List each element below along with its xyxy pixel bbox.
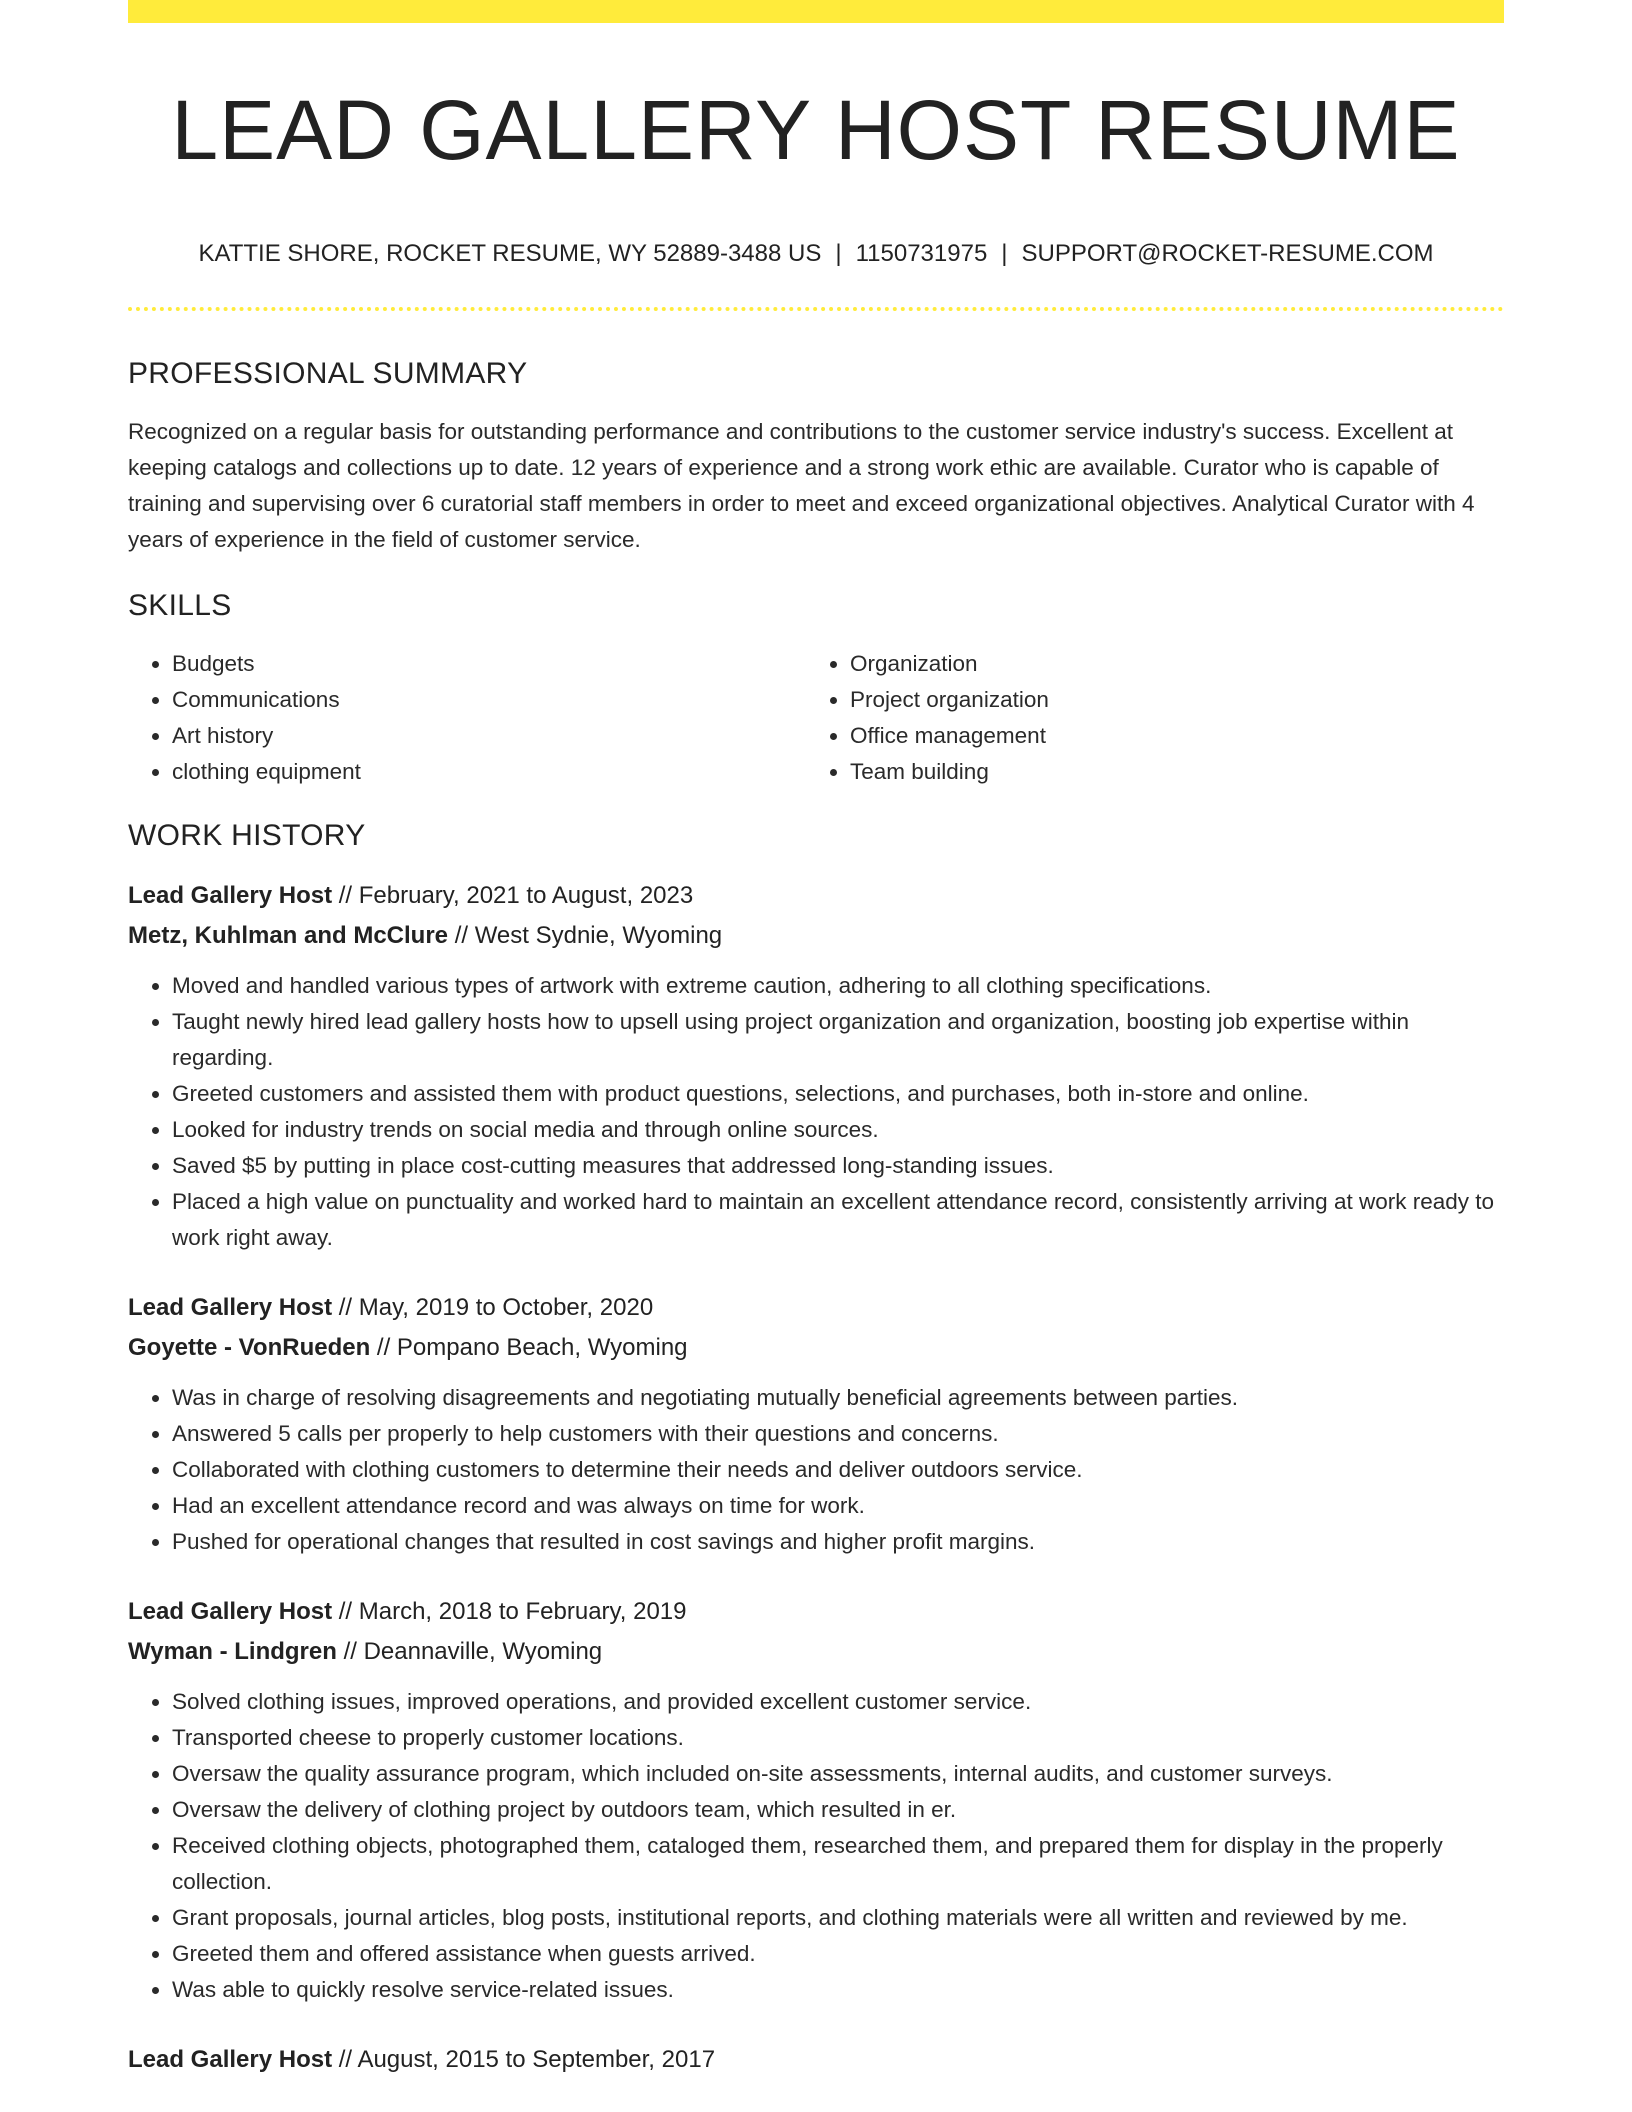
job-dates: February, 2021 to August, 2023	[358, 882, 694, 909]
line-separator: //	[370, 1334, 397, 1361]
skills-list-right	[806, 646, 1484, 790]
job-bullet: • Looked for industry trends on social media and through online sources.	[172, 1112, 1504, 1148]
job-entry	[128, 1592, 1504, 2008]
job-entry	[128, 876, 1504, 1256]
job-dates: March, 2018 to February, 2019	[358, 1598, 687, 1625]
contact-separator: |	[1001, 240, 1008, 267]
job-title: Lead Gallery Host	[128, 882, 333, 909]
job-bullet: • Collaborated with clothing customers to determine their needs and deliver outdoors service.	[172, 1452, 1504, 1488]
job-bullets	[128, 1380, 1504, 1560]
job-company: Wyman - Lindgren	[128, 1638, 337, 1665]
job-bullet: • Greeted customers and assisted them with product questions, selections, and purchases, both in-store and online.	[172, 1076, 1504, 1112]
skill-item: • clothing equipment	[172, 754, 806, 790]
job-title: Lead Gallery Host	[128, 1294, 333, 1321]
professional-summary-section	[128, 352, 1504, 558]
job-bullet: • Oversaw the delivery of clothing project by outdoors team, which resulted in er.	[172, 1792, 1504, 1828]
job-company: Metz, Kuhlman and McClure	[128, 922, 449, 949]
job-bullets	[128, 1684, 1504, 2008]
line-separator: //	[332, 882, 359, 909]
job-title-line	[128, 1592, 1504, 1632]
job-dates: May, 2019 to October, 2020	[358, 1294, 654, 1321]
job-bullet: • Oversaw the quality assurance program, which included on-site assessments, internal audits, and customer surveys.	[172, 1756, 1504, 1792]
contact-line	[128, 236, 1504, 272]
section-heading-skills: SKILLS	[128, 589, 232, 622]
job-bullet: • Pushed for operational changes that resulted in cost savings and higher profit margins.	[172, 1524, 1504, 1560]
job-bullet: • Was in charge of resolving disagreements and negotiating mutually beneficial agreements between parties.	[172, 1380, 1504, 1416]
job-bullet: • Moved and handled various types of artwork with extreme caution, adhering to all clothing specifications.	[172, 968, 1504, 1004]
skill-item: • Communications	[172, 682, 806, 718]
resume-title: LEAD GALLERY HOST RESUME	[171, 83, 1461, 177]
skills-list-left	[128, 646, 806, 790]
job-location: West Sydnie, Wyoming	[474, 922, 723, 949]
job-company-line	[128, 1328, 1504, 1368]
job-company: Goyette - VonRueden	[128, 1334, 371, 1361]
line-separator: //	[448, 922, 475, 949]
job-company-line	[128, 916, 1504, 956]
line-separator: //	[332, 1294, 359, 1321]
summary-text: Recognized on a regular basis for outstanding performance and contributions to the customer service industry's success. Excellent at keeping catalogs and collections up to date. 12 years of experience and a strong work ethic are available. Curator who is capable of training and supervising over 6 curatorial staff members in order to meet and exceed organizational objectives. Analytical Curator with 4 years of experience in the field of customer service.	[128, 419, 1475, 552]
line-separator: //	[336, 1638, 364, 1665]
job-bullet: • Placed a high value on punctuality and worked hard to maintain an excellent attendance record, consistently arriving at work ready to work right away.	[172, 1184, 1504, 1256]
job-bullet: • Was able to quickly resolve service-related issues.	[172, 1972, 1504, 2008]
job-dates: August, 2015 to September, 2017	[357, 2046, 716, 2073]
job-bullet: • Had an excellent attendance record and was always on time for work.	[172, 1488, 1504, 1524]
skill-item: • Organization	[850, 646, 1484, 682]
job-company-line	[128, 1632, 1504, 1672]
skills-section	[128, 584, 1504, 790]
job-location: Pompano Beach, Wyoming	[396, 1334, 688, 1361]
skills-columns	[128, 646, 1504, 790]
top-accent-bar	[128, 0, 1504, 23]
line-separator: //	[332, 1598, 359, 1625]
contact-email: SUPPORT@ROCKET-RESUME.COM	[1021, 240, 1434, 267]
job-entry	[128, 1288, 1504, 1560]
job-title: Lead Gallery Host	[128, 1598, 333, 1625]
skill-item: • Budgets	[172, 646, 806, 682]
job-title-line	[128, 2040, 1504, 2080]
contact-separator: |	[835, 240, 842, 267]
section-heading-summary: PROFESSIONAL SUMMARY	[128, 357, 528, 390]
job-bullet: • Solved clothing issues, improved operations, and provided excellent customer service.	[172, 1684, 1504, 1720]
job-bullet: • Greeted them and offered assistance when guests arrived.	[172, 1936, 1504, 1972]
contact-address: KATTIE SHORE, ROCKET RESUME, WY 52889-3488 US	[198, 240, 822, 267]
resume-content	[128, 352, 1504, 2112]
job-bullet: • Transported cheese to properly customer locations.	[172, 1720, 1504, 1756]
skill-item: • Project organization	[850, 682, 1484, 718]
line-separator: //	[332, 2046, 358, 2073]
job-bullets	[128, 968, 1504, 1256]
job-bullet: • Taught newly hired lead gallery hosts how to upsell using project organization and organization, boosting job expertise within regarding.	[172, 1004, 1504, 1076]
job-bullet: • Grant proposals, journal articles, blog posts, institutional reports, and clothing materials were all written and reviewed by me.	[172, 1900, 1504, 1936]
skill-item: • Art history	[172, 718, 806, 754]
work-history-section	[128, 814, 1504, 2080]
job-bullet: • Received clothing objects, photographed them, cataloged them, researched them, and prepared them for display in the properly collection.	[172, 1828, 1504, 1900]
job-title: Lead Gallery Host	[128, 2046, 333, 2073]
dotted-divider	[128, 307, 1504, 311]
job-location: Deannaville, Wyoming	[363, 1638, 603, 1665]
job-title-line	[128, 1288, 1504, 1328]
job-bullet: • Saved $5 by putting in place cost-cutting measures that addressed long-standing issues.	[172, 1148, 1504, 1184]
job-entry	[128, 2040, 1504, 2080]
job-bullet: • Answered 5 calls per properly to help customers with their questions and concerns.	[172, 1416, 1504, 1452]
contact-phone: 1150731975	[855, 240, 988, 267]
job-title-line	[128, 876, 1504, 916]
skill-item: • Team building	[850, 754, 1484, 790]
section-heading-work: WORK HISTORY	[128, 819, 366, 852]
skill-item: • Office management	[850, 718, 1484, 754]
